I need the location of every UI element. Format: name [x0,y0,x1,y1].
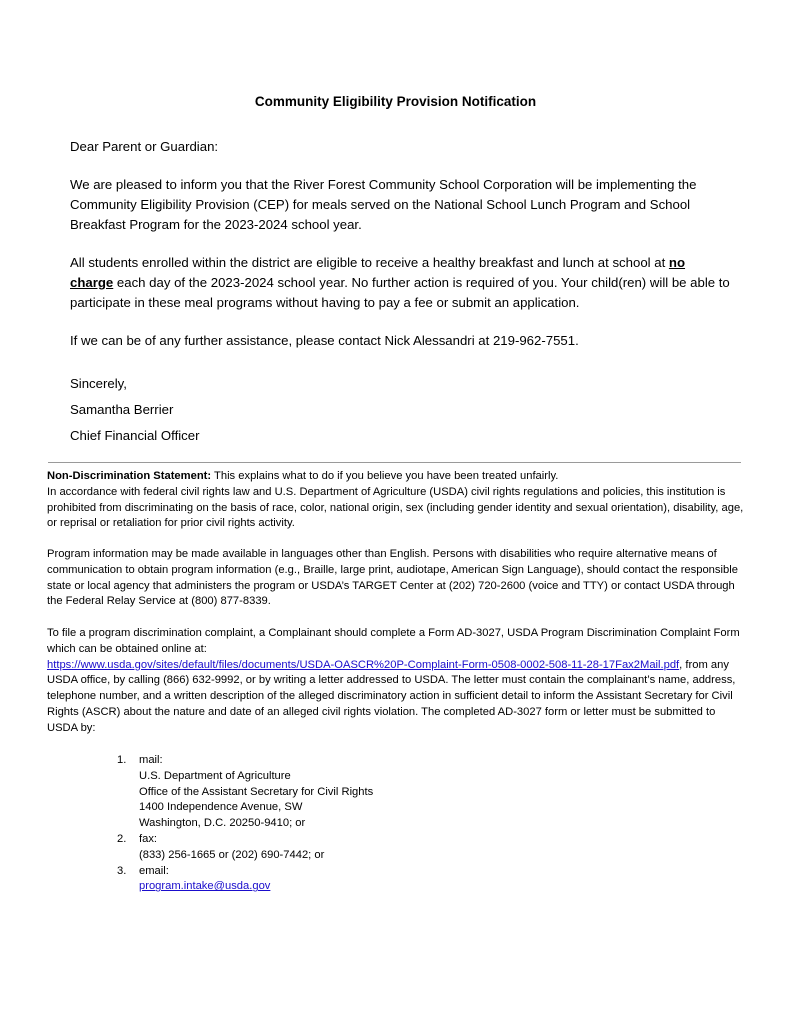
salutation-text: Dear Parent or Guardian: [70,139,219,154]
nondiscrimination-heading: Non-Discrimination Statement: [47,470,212,482]
signer-name-text: Samantha Berrier [70,402,174,417]
section-divider [48,462,741,463]
nondiscrimination-heading-line [47,469,747,485]
list-item-body [139,832,324,864]
letter-salutation [70,137,730,157]
list-item-body [139,864,270,896]
address-line: 1400 Independence Avenue, SW [139,801,303,814]
fax-numbers: (833) 256-1665 or (202) 690-7442; or [139,848,325,861]
letter-paragraph-cep [70,175,730,235]
letter-paragraph-eligibility [70,253,730,313]
email-link[interactable]: program.intake@usda.gov [139,880,271,893]
complaint-text-end: , from any USDA office, by calling (866) 632-9992, or by writing a letter addressed to USDA. The letter must contain the complainant’s name, address, telephone number, and a written description of the alleged discriminatory action in sufficient detail to inform the Assistant Secretary for Civil Rights (ASCR) about the nature and date of an alleged civil rights violation. The completed AD-3027 form or letter must be submitted to USDA by: [47,658,736,734]
letter-closing [70,374,730,394]
list-item-email [117,864,373,896]
nondiscrimination-paragraph-2: Program information may be made available in languages other than English. Persons with disabilities who require alternative means of communication to obtain program information (e.g., Braille, large print, audiotape, American Sign Language), should contact the responsible state or local agency that administers the program or USDA’s TARGET Center at (202) 720-2600 (voice and TTY) or contact USDA through the Federal Relay Service at (800) 877-8339. [47,548,738,608]
page-title: Community Eligibility Provision Notification [254,94,537,109]
nondiscrimination-paragraph-1: In accordance with federal civil rights law and U.S. Department of Agriculture (USDA) civil rights regulations and policies, this institution is prohibited from discriminating on the basis of race, color, national origin, sex (including gender identity and sexual orientation), disability, age, or reprisal or retaliation for prior civil rights activity. [47,485,744,530]
signer-title [70,426,730,446]
address-line: Washington, D.C. 20250-9410; or [139,817,306,830]
address-line: Office of the Assistant Secretary for Civil Rights [139,785,374,798]
submission-methods-list [117,753,373,895]
signer-title-text: Chief Financial Officer [70,428,200,443]
list-number: 3. [117,864,127,877]
nondiscrimination-paragraph-3 [47,626,747,737]
paragraph-text-start: All students enrolled within the district are eligible to receive a healthy breakfast and lunch at school at [70,255,669,270]
complaint-text-start: To file a program discrimination complaint, a Complainant should complete a Form AD-3027, USDA Program Discrimination Complaint Form which can be obtained online at: [47,627,740,655]
paragraph-text: If we can be of any further assistance, please contact Nick Alessandri at 219-962-7551. [70,333,579,348]
signer-name [70,400,730,420]
no-charge-emphasis: no charge [70,255,686,290]
paragraph-text [70,253,730,313]
list-number: 2. [117,832,127,845]
nondiscrimination-complaint [47,626,747,737]
nondiscrimination-intro [47,469,747,532]
nondiscrimination-intro-text: This explains what to do if you believe you have been treated unfairly. [211,470,559,482]
method-label: email: [139,864,169,877]
method-label: mail: [139,754,163,766]
list-item-body [139,753,373,832]
list-item-mail [117,753,373,832]
list-item-fax [117,832,373,864]
letter-paragraph-contact [70,331,730,351]
method-label: fax: [139,832,158,845]
paragraph-text-end: each day of the 2023-2024 school year. No further action is required of you. Your child(ren) will be able to participate in these meal programs without having to pay a fee or submit an application. [70,275,730,310]
nondiscrimination-language-access [47,547,747,610]
address-line: U.S. Department of Agriculture [139,769,291,782]
complaint-form-link[interactable]: https://www.usda.gov/sites/default/files/documents/USDA-OASCR%20P-Complaint-Form-0508-0002-508-11-28-17Fax2Mail.pdf [47,658,680,671]
closing-text: Sincerely, [70,376,127,391]
paragraph-text: We are pleased to inform you that the River Forest Community School Corporation will be implementing the Community Eligibility Provision (CEP) for meals served on the National School Lunch Program and School Breakfast Program for the 2023-2024 school year. [70,177,697,232]
list-number: 1. [117,754,127,766]
